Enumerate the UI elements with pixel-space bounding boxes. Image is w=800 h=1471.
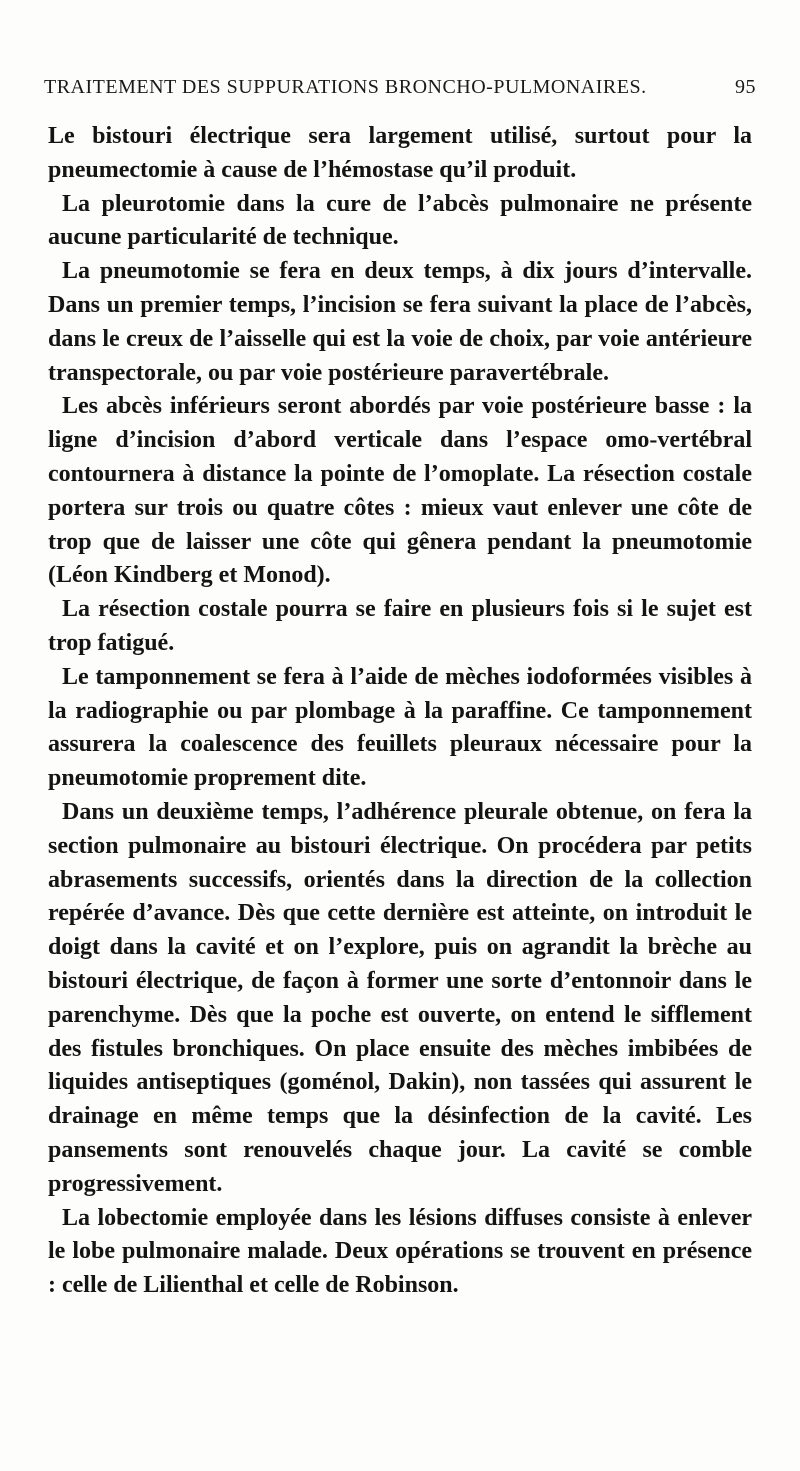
paragraph: La pneumotomie se fera en deux temps, à dix jours d’intervalle. Dans un premier temps, l’incision se fera suivant la place de l’abcès, dans le creux de l’aisselle qui est la voie de choix, par voie antérieure transpectorale, ou par voie postérieure paravertébrale. bbox=[48, 258, 752, 386]
paragraph: Le tamponnement se fera à l’aide de mèches iodoformées visibles à la radiographie ou par plombage à la paraffine. Ce tamponnement assurera la coalescence des feuillets pleuraux nécessaire pour la pneumotomie proprement dite. bbox=[48, 663, 752, 792]
paragraph: La lobectomie employée dans les lésions diffuses consiste à enlever le lobe pulmonaire malade. Deux opérations se trouvent en présence : celle de Lilienthal et celle de Robinson. bbox=[48, 1204, 752, 1299]
running-title: TRAITEMENT DES SUPPURATIONS BRONCHO-PULMONAIRES. bbox=[44, 76, 647, 98]
running-header bbox=[44, 76, 756, 99]
page-number: 95 bbox=[735, 76, 756, 98]
paragraph: Les abcès inférieurs seront abordés par voie postérieure basse : la ligne d’incision d’abord verticale dans l’espace omo-vertébral contournera à distance la pointe de l’omoplate. La résection costale portera sur trois ou quatre côtes : mieux vaut enlever une côte de trop que de laisser une côte qui gênera pendant la pneumotomie (Léon Kindberg et Monod). bbox=[48, 393, 752, 589]
paragraph: Dans un deuxième temps, l’adhérence pleurale obtenue, on fera la section pulmonaire au bistouri électrique. On procédera par petits abrasements successifs, orientés dans la direction de la collection repérée d’avance. Dès que cette dernière est atteinte, on introduit le doigt dans la cavité et on l’explore, puis on agrandit la brèche au bistouri électrique, de façon à former une sorte d’entonnoir dans le parenchyme. Dès que la poche est ouverte, on entend le sifflement des fistules bronchiques. On place ensuite des mèches imbibées de liquides antiseptiques (goménol, Dakin), non tassées qui assurent le drainage en même temps que la désinfection de la cavité. Les pansements sont renouvelés chaque jour. La cavité se comble progressivement. bbox=[48, 798, 752, 1197]
paragraph: La résection costale pourra se faire en plusieurs fois si le sujet est trop fatigué. bbox=[48, 596, 752, 656]
paragraph: Le bistouri électrique sera largement utilisé, surtout pour la pneumectomie à cause de l’hémostase qu’il produit. bbox=[48, 123, 752, 183]
paragraph: La pleurotomie dans la cure de l’abcès pulmonaire ne présente aucune particularité de technique. bbox=[48, 190, 752, 251]
body-text bbox=[48, 120, 752, 1303]
